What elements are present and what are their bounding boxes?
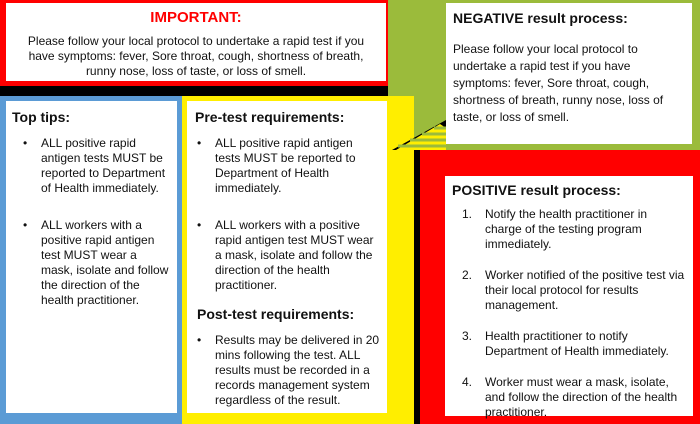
list-item	[462, 375, 687, 420]
top-tips-box	[6, 101, 177, 413]
bullet-marker: •	[23, 218, 28, 232]
step-number: 2.	[462, 268, 473, 282]
step-number: 4.	[462, 375, 473, 389]
important-box	[6, 3, 386, 81]
post-test-list	[195, 333, 381, 408]
pre-test-text: ALL workers with a positive rapid antigen test MUST wear a mask, isolate and follow the direction of the health practitioner.	[215, 218, 374, 292]
list-item	[462, 329, 687, 359]
bullet-marker: •	[197, 333, 202, 347]
important-body: Please follow your local protocol to undertake a rapid test if you have symptoms: fever, Sore throat, cough, shortness of breath, runny nose, loss of taste, or loss of smell.	[27, 34, 365, 78]
top-tips-list	[12, 136, 171, 308]
positive-list	[452, 207, 687, 420]
pre-test-title: Pre-test requirements:	[195, 109, 345, 125]
bullet-marker: •	[23, 136, 28, 150]
list-item	[23, 136, 171, 196]
bullet-marker: •	[197, 136, 202, 150]
positive-box	[445, 176, 693, 419]
top-tip-text: ALL positive rapid antigen tests MUST be reported to Department of Health immediately.	[41, 136, 166, 195]
negative-title: NEGATIVE result process:	[453, 10, 628, 26]
post-test-text: Results may be delivered in 20 mins following the test. ALL results must be recorded in a records management system regardless of the result.	[215, 333, 380, 407]
black-gap	[414, 150, 420, 424]
requirements-box	[187, 101, 387, 413]
positive-title: POSITIVE result process:	[452, 182, 621, 198]
important-title: IMPORTANT:	[150, 9, 242, 26]
pre-test-text: ALL positive rapid antigen tests MUST be reported to Department of Health immediately.	[215, 136, 356, 195]
step-text: Worker notified of the positive test via their local protocol for results management.	[485, 268, 685, 312]
list-item	[197, 218, 381, 293]
list-item	[197, 333, 381, 408]
step-number: 1.	[462, 207, 473, 221]
list-item	[462, 268, 687, 313]
post-test-title: Post-test requirements:	[197, 306, 355, 322]
top-tips-title: Top tips:	[12, 109, 71, 125]
list-item	[23, 218, 171, 308]
step-text: Worker must wear a mask, isolate, and follow the direction of the health practitioner.	[485, 375, 678, 419]
list-item	[462, 207, 687, 252]
pre-test-list	[195, 136, 381, 293]
top-tip-text: ALL workers with a positive rapid antigen test MUST wear a mask, isolate and follow the direction of the health practitioner.	[41, 218, 169, 307]
bullet-marker: •	[197, 218, 202, 232]
step-number: 3.	[462, 329, 473, 343]
negative-body: Please follow your local protocol to undertake a rapid test if you have symptoms: fever, Sore throat, cough, shortness of breath, runny nose, loss of taste, or loss of smell.	[453, 42, 664, 124]
step-text: Health practitioner to notify Department of Health immediately.	[485, 329, 669, 358]
list-item	[197, 136, 381, 196]
step-text: Notify the health practitioner in charge of the testing program immediately.	[485, 207, 648, 251]
negative-box	[446, 3, 692, 144]
